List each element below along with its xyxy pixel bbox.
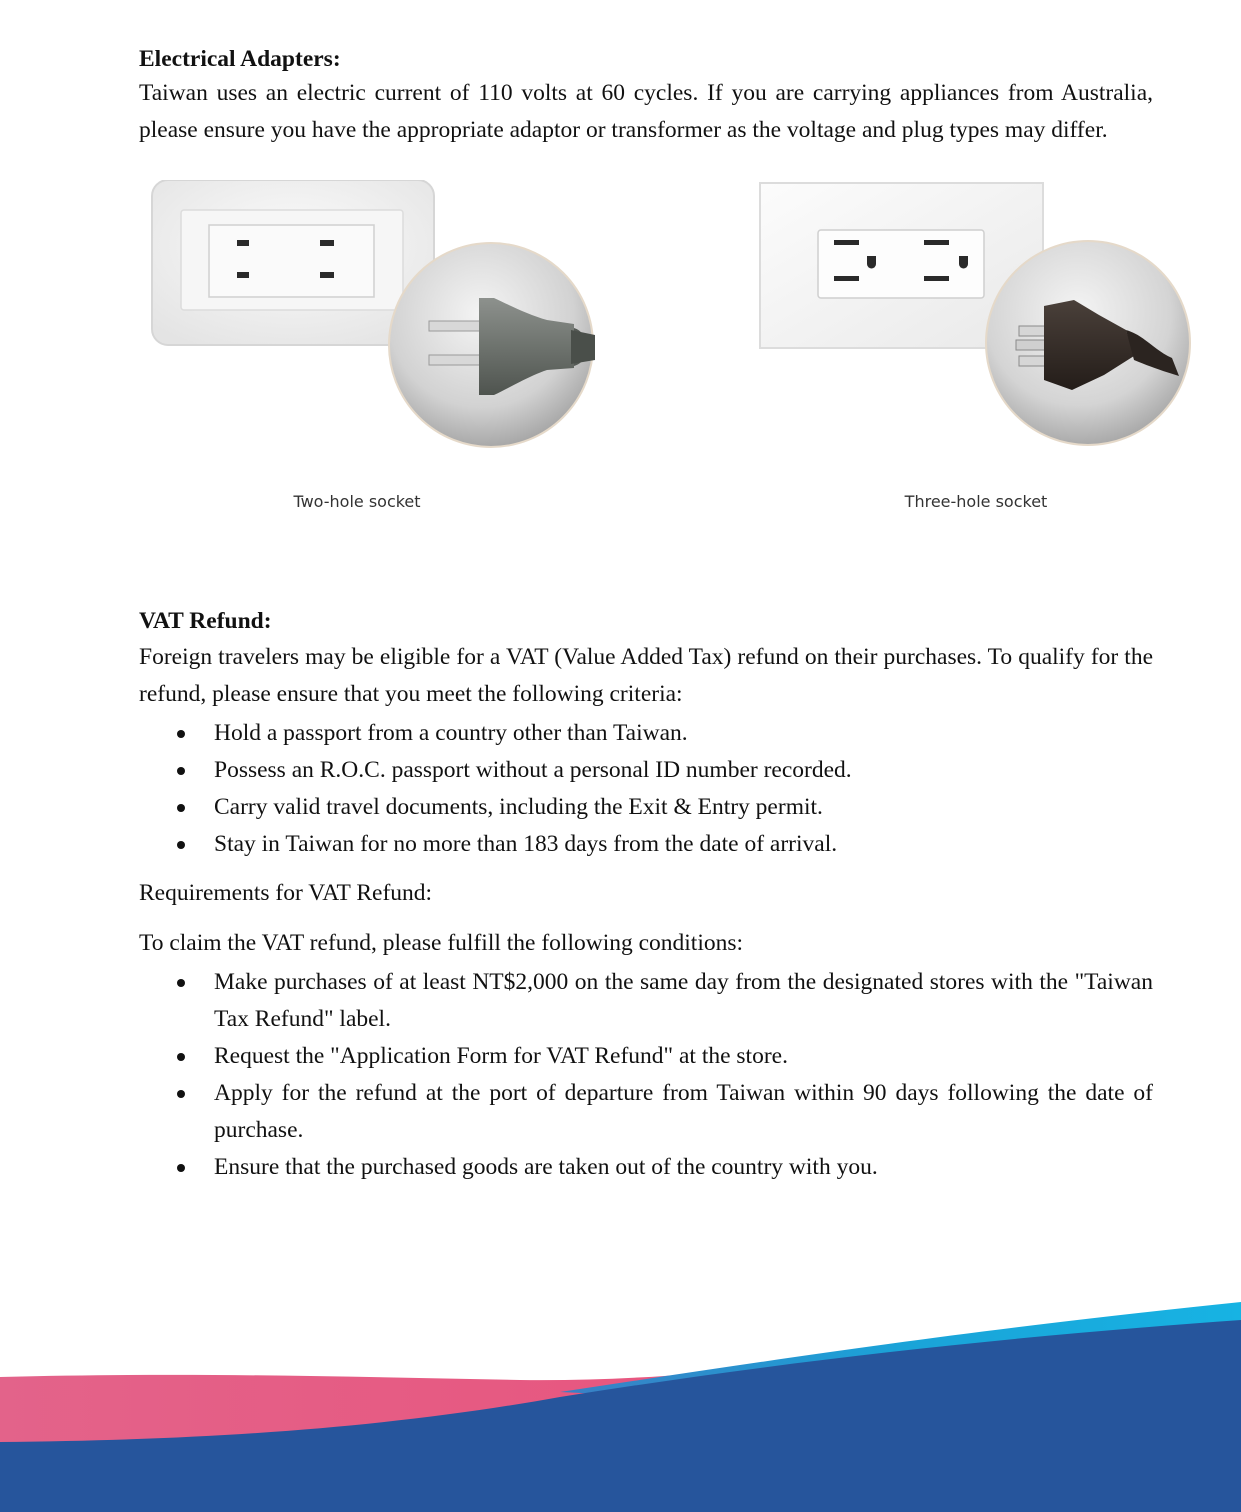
footer-wave-decoration xyxy=(0,1302,1241,1512)
list-item: Request the "Application Form for VAT Refund" at the store. xyxy=(139,1038,1153,1075)
bullet-icon xyxy=(177,804,185,812)
three-hole-socket-figure xyxy=(754,180,1204,550)
page-content xyxy=(139,38,1153,1180)
vat-intro: Foreign travelers may be eligible for a VAT (Value Added Tax) refund on their purchases. To qualify for the refund, please ensure that you meet the following criteria: xyxy=(139,644,1153,707)
sockets-row xyxy=(139,180,1153,550)
bullet-icon xyxy=(177,841,185,849)
bullet-icon xyxy=(177,730,185,738)
vat-conditions-list xyxy=(139,964,1153,1186)
bullet-icon xyxy=(177,1053,185,1061)
electrical-body: Taiwan uses an electric current of 110 volts at 60 cycles. If you are carrying appliances from Australia, please ensure you have the appropriate adaptor or transformer as the voltage and plug types may differ. xyxy=(139,80,1153,143)
list-item: Possess an R.O.C. passport without a personal ID number recorded. xyxy=(139,752,1153,789)
list-item: Apply for the refund at the port of departure from Taiwan within 90 days following the date of purchase. xyxy=(139,1075,1153,1149)
bullet-icon xyxy=(177,767,185,775)
list-item: Hold a passport from a country other than Taiwan. xyxy=(139,715,1153,752)
bullet-icon xyxy=(177,1164,185,1172)
list-item: Ensure that the purchased goods are taken out of the country with you. xyxy=(139,1149,1153,1186)
bullet-icon xyxy=(177,979,185,987)
list-item: Stay in Taiwan for no more than 183 days from the date of arrival. xyxy=(139,826,1153,863)
two-hole-socket-image xyxy=(149,180,599,490)
vat-criteria-list xyxy=(139,715,1153,863)
electrical-heading: Electrical Adapters: xyxy=(139,46,341,72)
three-hole-socket-image xyxy=(754,180,1204,490)
bullet-icon xyxy=(177,1090,185,1098)
vat-heading: VAT Refund: xyxy=(139,608,272,634)
vat-section xyxy=(139,600,1153,1186)
conditions-intro: To claim the VAT refund, please fulfill the following conditions: xyxy=(139,930,744,956)
list-item: Carry valid travel documents, including the Exit & Entry permit. xyxy=(139,789,1153,826)
two-hole-caption: Two-hole socket xyxy=(293,492,421,511)
requirements-title: Requirements for VAT Refund: xyxy=(139,880,433,906)
list-item: Make purchases of at least NT$2,000 on the same day from the designated stores with the "Taiwan Tax Refund" label. xyxy=(139,964,1153,1038)
two-hole-socket-figure xyxy=(149,180,599,550)
three-hole-caption: Three-hole socket xyxy=(904,492,1048,511)
